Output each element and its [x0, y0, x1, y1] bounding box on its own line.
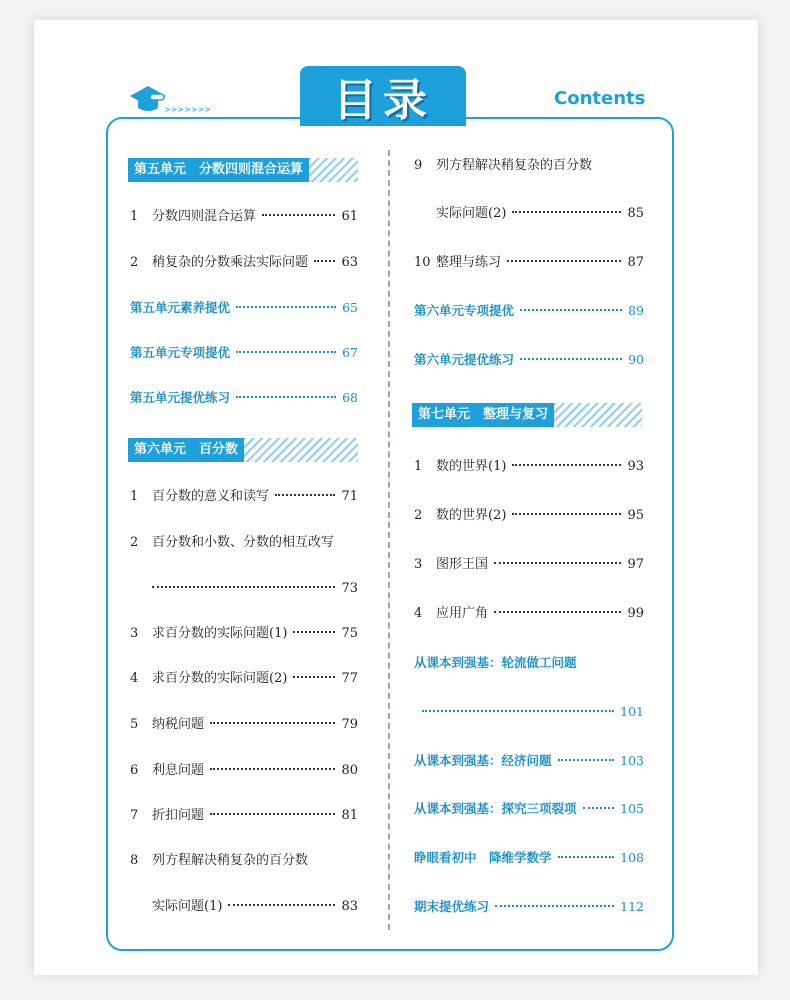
entry-title: 应用广角 [436, 606, 489, 621]
page-title: 目录 [333, 75, 433, 126]
toc-entry[interactable]: 1 数的世界(1) 93 [414, 459, 644, 474]
entry-title: 求百分数的实际问题(2) [152, 671, 288, 686]
page-number: 63 [341, 255, 358, 270]
page-number: 89 [628, 303, 644, 318]
page-number: 90 [628, 352, 644, 367]
toc-entry[interactable]: 1 百分数的意义和读写 71 [130, 489, 358, 504]
page-number: 77 [341, 671, 358, 686]
toc-entry-continued [422, 703, 644, 721]
entry-title: 分数四则混合运算 [152, 209, 257, 224]
toc-entry[interactable] [130, 389, 358, 407]
page-number: 85 [627, 206, 644, 221]
page-number: 71 [341, 489, 358, 504]
page-number: 93 [627, 459, 644, 474]
toc-entry[interactable]: 1 分数四则混合运算 61 [130, 209, 358, 224]
entry-title: 百分数和小数、分数的相互改写 [152, 535, 335, 550]
entry-title: 列方程解决稍复杂的百分数 [436, 158, 593, 173]
toc-entry[interactable]: 8 列方程解决稍复杂的百分数 [130, 853, 309, 868]
toc-entry[interactable]: 5 纳税问题 79 [130, 717, 358, 732]
toc-entry[interactable]: 10 整理与练习 87 [414, 255, 644, 270]
entry-title: 稍复杂的分数乘法实际问题 [152, 255, 309, 270]
page-number: 87 [627, 255, 644, 270]
page-number: 105 [620, 801, 644, 816]
page-number: 81 [341, 808, 358, 823]
contents-label: Contents [554, 88, 646, 109]
toc-entry[interactable]: 2 稍复杂的分数乘法实际问题 63 [130, 255, 358, 270]
entry-title: 折扣问题 [152, 808, 205, 823]
section-unit5 [128, 158, 358, 182]
toc-entry[interactable] [414, 898, 644, 916]
entry-title: 数的世界(1) [436, 459, 507, 474]
section-unit7 [412, 403, 642, 427]
page-number: 68 [342, 390, 358, 405]
toc-entry[interactable]: 4 应用广角 99 [414, 606, 644, 621]
entry-title: 利息问题 [152, 763, 205, 778]
toc-entry[interactable]: 6 利息问题 80 [130, 763, 358, 778]
page-number: 97 [627, 557, 644, 572]
page-number: 112 [620, 899, 644, 914]
page-number: 65 [342, 300, 358, 315]
section-title: 第五单元 分数四则混合运算 [128, 158, 309, 182]
toc-entry[interactable] [130, 299, 358, 317]
toc-entry[interactable] [414, 752, 644, 770]
page-number: 67 [342, 345, 358, 360]
section-title: 第七单元 整理与复习 [412, 403, 554, 427]
entry-title: 从课本到强基：轮流做工问题 [414, 655, 577, 670]
entry-title: 期末提优练习 [414, 899, 490, 914]
entry-title: 从课本到强基：经济问题 [414, 753, 552, 768]
entry-title-continued: 实际问题(2) [436, 206, 507, 221]
page-number: 99 [627, 606, 644, 621]
page-number: 103 [620, 753, 644, 768]
entry-title: 数的世界(2) [436, 508, 507, 523]
toc-entry[interactable]: 3 图形王国 97 [414, 557, 644, 572]
entry-title: 第五单元素养提优 [130, 300, 231, 315]
toc-entry[interactable]: 4 求百分数的实际问题(2) 77 [130, 671, 358, 686]
entry-title: 百分数的意义和读写 [152, 489, 270, 504]
toc-entry[interactable]: 7 折扣问题 81 [130, 808, 358, 823]
entry-title: 第六单元专项提优 [414, 303, 515, 318]
toc-entry[interactable] [414, 302, 644, 320]
page-number: 61 [341, 209, 358, 224]
toc-entry[interactable]: 2 数的世界(2) 95 [414, 508, 644, 523]
column-divider [388, 150, 390, 930]
toc-entry[interactable]: 2 百分数和小数、分数的相互改写 [130, 535, 335, 550]
toc-entry-continued [152, 580, 358, 598]
toc-entry-continued [152, 898, 358, 916]
toc-entry[interactable] [414, 351, 644, 369]
entry-title-continued: 实际问题(1) [152, 899, 223, 914]
svg-text:>>>>>>>: >>>>>>> [164, 105, 211, 114]
entry-title: 列方程解决稍复杂的百分数 [152, 853, 309, 868]
page-number: 73 [341, 581, 358, 596]
page-number: 80 [341, 763, 358, 778]
toc-entry[interactable] [130, 344, 358, 362]
entry-title: 求百分数的实际问题(1) [152, 626, 288, 641]
entry-title: 图形王国 [436, 557, 489, 572]
toc-entry[interactable]: 3 求百分数的实际问题(1) 75 [130, 626, 358, 641]
section-unit6 [128, 438, 358, 462]
entry-title: 第五单元提优练习 [130, 390, 231, 405]
entry-title: 第五单元专项提优 [130, 345, 231, 360]
entry-title: 整理与练习 [436, 255, 502, 270]
entry-title: 睁眼看初中 降维学数学 [414, 850, 552, 865]
toc-entry-continued [436, 205, 644, 223]
page-number: 95 [627, 508, 644, 523]
title-tab [300, 66, 466, 126]
page-number: 83 [341, 899, 358, 914]
page-number: 101 [620, 704, 644, 719]
toc-entry[interactable]: 9 列方程解决稍复杂的百分数 [414, 158, 593, 173]
entry-title: 第六单元提优练习 [414, 352, 515, 367]
page-number: 79 [341, 717, 358, 732]
toc-entry[interactable] [414, 654, 577, 672]
section-title: 第六单元 百分数 [128, 438, 244, 462]
toc-entry[interactable] [414, 800, 644, 818]
page-number: 108 [620, 850, 644, 865]
entry-title: 从课本到强基：探究三项裂项 [414, 801, 577, 816]
graduation-cap-icon [126, 74, 211, 118]
entry-title: 纳税问题 [152, 717, 205, 732]
page-number: 75 [341, 626, 358, 641]
toc-entry[interactable] [414, 849, 644, 867]
